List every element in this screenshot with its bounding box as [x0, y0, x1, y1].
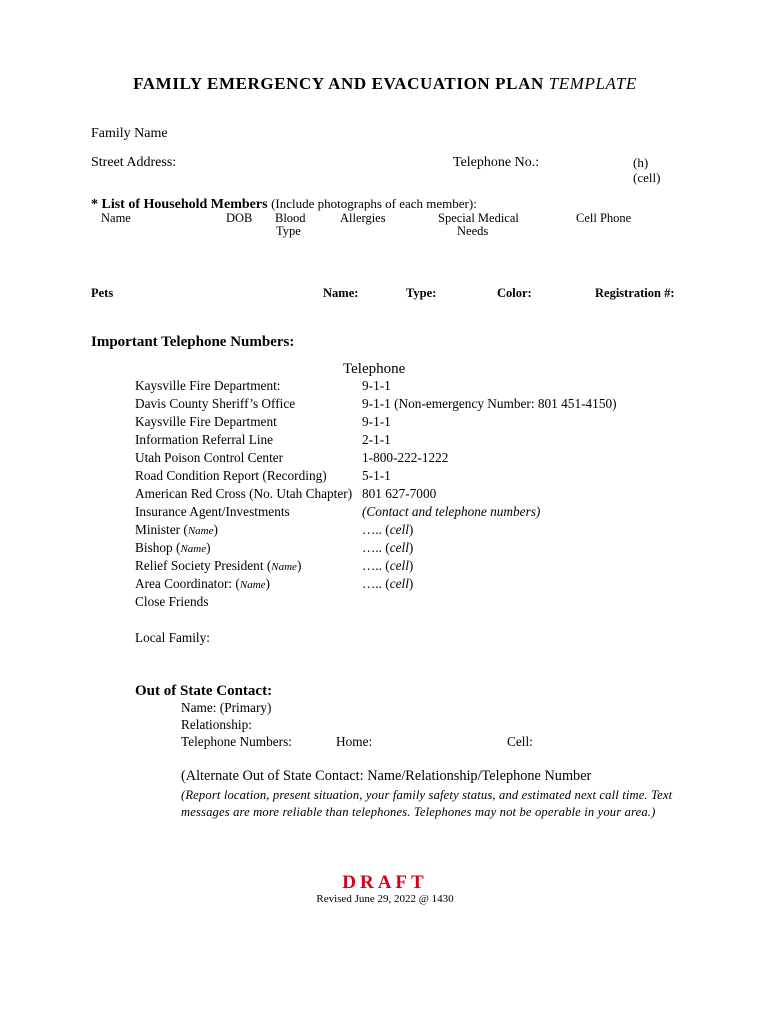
household-heading-note: (Include photographs of each member):: [271, 196, 477, 211]
pets-name-label: Name:: [323, 286, 359, 300]
phone-row-value: 9-1-1 (Non-emergency Number: 801 451-4150): [362, 396, 617, 411]
title-suffix: TEMPLATE: [548, 74, 637, 93]
col-blood-type: Type: [276, 224, 301, 238]
phone-row-value: 5-1-1: [362, 468, 391, 483]
phone-row-label: Relief Society President (Name): [135, 558, 302, 573]
phone-row-label: Kaysville Fire Department: [135, 414, 277, 429]
col-blood: Blood: [275, 211, 306, 225]
col-special-medical: Special Medical: [438, 211, 519, 225]
phone-row-value: 2-1-1: [362, 432, 391, 447]
phone-row-label: Minister (Name): [135, 522, 218, 537]
phone-row-label: Insurance Agent/Investments: [135, 504, 290, 519]
phone-row-value: (Contact and telephone numbers): [362, 504, 541, 519]
telephone-numbers-label: Telephone Numbers:: [181, 734, 292, 749]
pets-label: Pets: [91, 286, 114, 300]
phone-row-value: 9-1-1: [362, 378, 391, 393]
phone-row-value: 801 627-7000: [362, 486, 437, 501]
out-of-state-heading: Out of State Contact:: [135, 683, 273, 699]
important-numbers-heading: Important Telephone Numbers:: [91, 334, 295, 350]
phone-row-value: ….. (cell): [362, 540, 414, 555]
alternate-contact-label: (Alternate Out of State Contact: Name/Relationship/Telephone Number: [181, 768, 592, 784]
pets-type-label: Type:: [406, 286, 437, 300]
col-cell-phone: Cell Phone: [576, 211, 632, 225]
street-address-label: Street Address:: [91, 155, 177, 170]
pets-registration-label: Registration #:: [595, 286, 675, 300]
phone-row-value: ….. (cell): [362, 522, 414, 537]
col-needs: Needs: [457, 224, 489, 238]
phone-row-label: Bishop (Name): [135, 540, 211, 555]
cell-phone-label: (cell): [633, 170, 661, 185]
home-phone-label: (h): [633, 155, 649, 170]
phone-row-label: Information Referral Line: [135, 432, 274, 447]
household-heading-label: * List of Household Members: [91, 197, 268, 212]
title-main: FAMILY EMERGENCY AND EVACUATION PLAN: [133, 74, 544, 93]
draft-stamp: DRAFT: [342, 872, 428, 893]
telephone-label: Telephone No.:: [453, 155, 540, 170]
phone-row-value: ….. (cell): [362, 576, 414, 591]
phone-row-label: Road Condition Report (Recording): [135, 468, 327, 483]
family-name-label: Family Name: [91, 126, 168, 141]
phone-row-value: ….. (cell): [362, 558, 414, 573]
primary-name-label: Name: (Primary): [181, 700, 272, 715]
document-title: [0, 74, 770, 94]
col-name: Name: [101, 211, 131, 225]
phone-row-label: Area Coordinator: (Name): [135, 576, 270, 591]
col-dob: DOB: [226, 211, 253, 225]
phone-row-label: Davis County Sheriff’s Office: [135, 396, 296, 411]
relationship-label: Relationship:: [181, 717, 252, 732]
contact-instructions-note: (Report location, present situation, your family safety status, and estimated next call time. Text messages are more reliable than telephones. Telephones may not be operable in your area.): [181, 788, 673, 819]
phone-row-label: Utah Poison Control Center: [135, 450, 284, 465]
pets-color-label: Color:: [497, 286, 532, 300]
phone-row-label: Kaysville Fire Department:: [135, 378, 281, 393]
phone-row-label: Close Friends: [135, 594, 209, 609]
cell-label: Cell:: [507, 734, 533, 749]
phone-row-value: 1-800-222-1222: [362, 450, 449, 465]
phone-row-value: 9-1-1: [362, 414, 391, 429]
local-family-label: Local Family:: [135, 630, 210, 645]
phone-row-label: American Red Cross (No. Utah Chapter): [135, 486, 353, 501]
telephone-column-header: Telephone: [343, 361, 406, 377]
home-label: Home:: [336, 734, 373, 749]
revised-date: Revised June 29, 2022 @ 1430: [316, 893, 454, 905]
col-allergies: Allergies: [340, 211, 386, 225]
